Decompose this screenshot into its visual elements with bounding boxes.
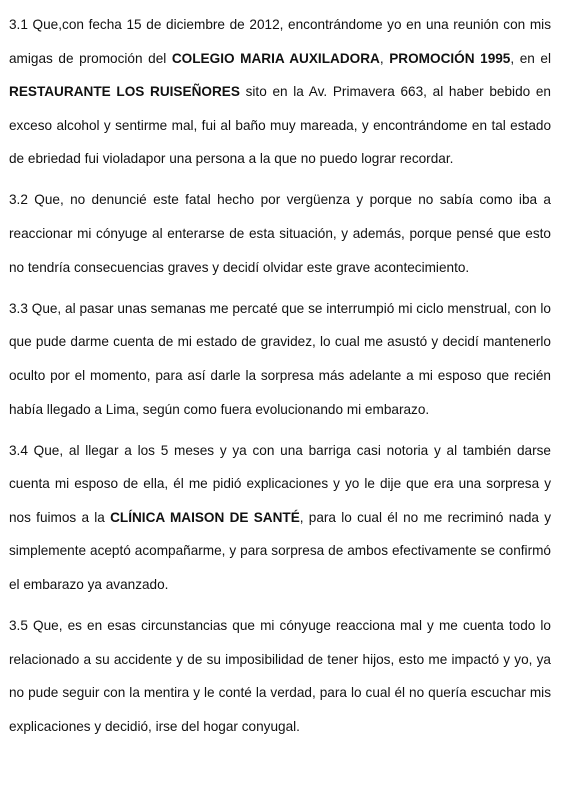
paragraph-3-5 <box>9 609 551 743</box>
paragraph-text: 3.1 Que,con fecha 15 de diciembre de 2012, encontrándome yo en una reunión con mis amigas de promoción del <box>9 17 551 66</box>
paragraph-3-3 <box>9 292 551 426</box>
paragraph-3-1 <box>9 8 551 176</box>
paragraph-text: 3.2 Que, no denuncié este fatal hecho por vergüenza y porque no sabía como iba a reaccionar mi cónyuge al enterarse de esta situación, y además, porque pensé que esto no tendría consecuencias graves y decidí olvidar este grave acontecimiento. <box>9 192 551 275</box>
restaurant-name: RESTAURANTE LOS RUISEÑORES <box>9 84 240 100</box>
paragraph-text: , en el <box>510 50 551 66</box>
paragraph-3-4 <box>9 434 551 602</box>
paragraph-text: , <box>379 50 390 66</box>
paragraph-text: 3.4 Que, al llegar a los 5 meses y ya con una barriga casi notoria y al también darse cuenta mi esposo de ella, él me pidió explicaciones y yo le dije que era una sorpresa y nos fuimos a la <box>9 442 551 525</box>
class-year: PROMOCIÓN 1995 <box>389 50 511 66</box>
paragraph-text: , para lo cual él no me recriminó nada y simplemente aceptó acompañarme, y para sorpresa de ambos efectivamente se confirmó el embarazo ya avanzado. <box>9 509 551 592</box>
paragraph-text: 3.5 Que, es en esas circunstancias que mi cónyuge reacciona mal y me cuenta todo lo relacionado a su accidente y de su imposibilidad de tener hijos, esto me impactó y yo, ya no pude seguir con la mentira y le conté la verdad, para lo cual él no quería escuchar mis explicaciones y decidió, irse del hogar conyugal. <box>9 618 551 734</box>
paragraph-3-2 <box>9 183 551 284</box>
school-name: COLEGIO MARIA AUXILADORA <box>171 50 380 66</box>
paragraph-text: 3.3 Que, al pasar unas semanas me percaté que se interrumpió mi ciclo menstrual, con lo que pude darme cuenta de mi estado de gravidez, lo cual me asustó y decidí mantenerlo oculto por el momento, para así darle la sorpresa más adelante a mi esposo que recién había llegado a Lima, según como fuera evolucionando mi embarazo. <box>9 300 551 417</box>
clinic-name: CLÍNICA MAISON DE SANTÉ <box>110 509 300 525</box>
paragraph-text: sito en la Av. Primavera 663, al haber bebido en exceso alcohol y sentirme mal, fui al baño muy mareada, y encontrándome en tal estado de ebriedad fui violadapor una persona a la que no puedo lograr recordar. <box>9 84 551 167</box>
